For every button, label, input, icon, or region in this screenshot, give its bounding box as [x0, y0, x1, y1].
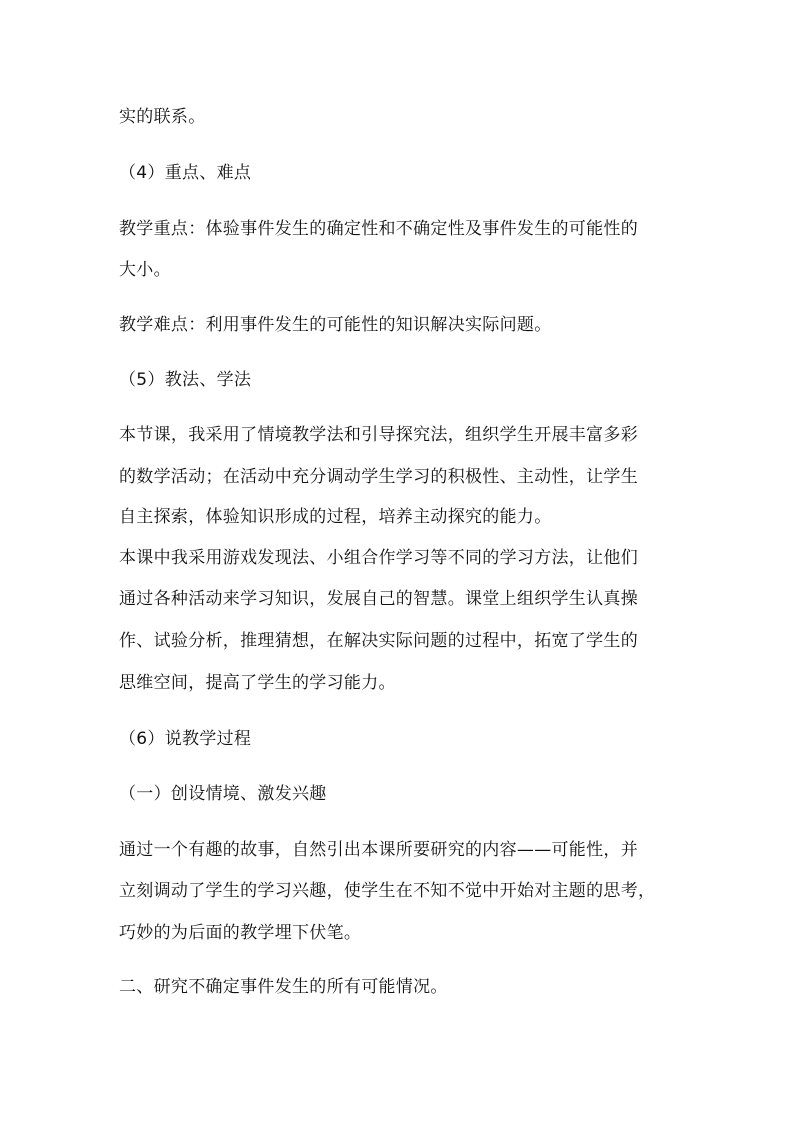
paragraph-line: 自主探索，体验知识形成的过程，培养主动探究的能力。 — [119, 507, 552, 527]
paragraph-line: 教学重点：体验事件发生的确定性和不确定性及事件发生的可能性的 — [119, 219, 638, 239]
section-heading: （5）教法、学法 — [119, 370, 252, 390]
paragraph-line: 教学难点：利用事件发生的可能性的知识解决实际问题。 — [119, 315, 552, 335]
paragraph-line: 本课中我采用游戏发现法、小组合作学习等不同的学习方法，让他们 — [119, 548, 638, 568]
paragraph-line: 本节课，我采用了情境教学法和引导探究法，组织学生开展丰富多彩 — [119, 425, 638, 445]
paragraph-line: 作、试验分析，推理猜想，在解决实际问题的过程中，拓宽了学生的 — [119, 631, 638, 651]
paragraph-line: 通过一个有趣的故事，自然引出本课所要研究的内容——可能性，并 — [119, 840, 638, 860]
paragraph-line: 巧妙的为后面的教学埋下伏笔。 — [119, 923, 362, 943]
paragraph-line: 实的联系。 — [119, 107, 206, 127]
section-heading: 二、研究不确定事件发生的所有可能情况。 — [119, 977, 448, 997]
paragraph-line: 大小。 — [119, 260, 171, 280]
paragraph-line: 通过各种活动来学习知识，发展自己的智慧。课堂上组织学生认真操 — [119, 589, 638, 609]
paragraph-line: 思维空间，提高了学生的学习能力。 — [119, 673, 396, 693]
paragraph-line: 的数学活动；在活动中充分调动学生学习的积极性、主动性，让学生 — [119, 467, 638, 487]
section-heading: （6）说教学过程 — [119, 729, 252, 749]
section-heading: （4）重点、难点 — [119, 163, 252, 183]
section-heading: （一）创设情境、激发兴趣 — [119, 784, 327, 804]
paragraph-line: 立刻调动了学生的学习兴趣，使学生在不知不觉中开始对主题的思考， — [119, 881, 656, 901]
